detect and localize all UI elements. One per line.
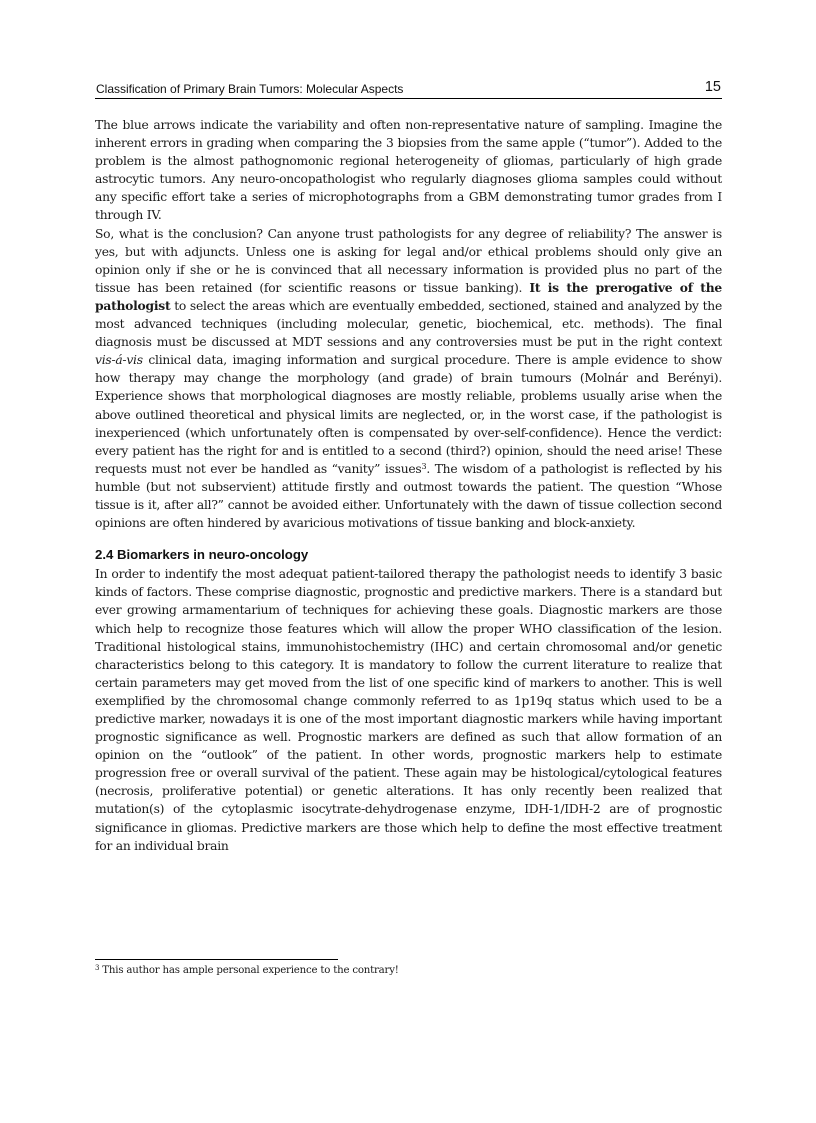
section-heading: 2.4 Biomarkers in neuro-oncology	[95, 547, 309, 563]
footnote-text: This author has ample personal experience to the contrary!	[99, 965, 399, 976]
footnote-reference[interactable]: 3	[421, 461, 427, 471]
paragraph-text: . The wisdom of a pathologist is reflected by his humble (but not subservient) attitude firstly and outmost towards the patient. The question “Whose tissue is it, after all?” cannot be avoided either. Unfortunately with the dawn of tissue collection second opinions are often hindered by avaricious motivations of tissue banking and block-anxiety.	[95, 461, 722, 531]
body-text	[95, 116, 722, 855]
italic-emphasis: vis-á-vis	[95, 353, 143, 368]
paragraph-text: to select the areas which are eventually embedded, sectioned, stained and analyzed by the most advanced techniques (including molecular, genetic, biochemical, etc. methods). The final diagnosis must be discussed at MDT sessions and any controversies must be put in the right context	[95, 298, 722, 350]
footnote	[95, 965, 722, 976]
paragraph-sampling: The blue arrows indicate the variability and often non-representative nature of sampling. Imagine the inherent errors in grading when comparing the 3 biopsies from the same apple (“tumor”). Added to the problem is the almost pathognomonic regional heterogeneity of gliomas, particularly of high grade astrocytic tumors. Any neuro-oncopathologist who regularly diagnoses glioma samples could without any specific effort take a series of microphotographs from a GBM demonstrating tumor grades from I through IV.	[95, 118, 722, 223]
footnote-divider	[95, 959, 338, 960]
page-number: 15	[704, 79, 721, 95]
paragraph-text: clinical data, imaging information and surgical procedure. There is ample evidence to show how therapy may change the morphology (and grade) of brain tumours (Molnár and Berényi). Experience shows that morphological diagnoses are mostly reliable, problems usually arise when the above outlined theoretical and physical limits are neglected, or, in the worst case, if the pathologist is inexperienced (which unfortunately often is compensated by over-self-confidence). Hence the verdict: every patient has the right for and is entitled to a second (third?) opinion, should the need arise! These requests must not ever be handled as “vanity” issues	[95, 353, 722, 476]
paragraph-biomarkers: In order to indentify the most adequat patient-tailored therapy the pathologist needs to identify 3 basic kinds of factors. These comprise diagnostic, prognostic and predictive markers. There is a standard but ever growing armamentarium of techniques for achieving these goals. Diagnostic markers are those which help to recognize those features which will allow the proper WHO classification of the lesion. Traditional histological stains, immunohistochemistry (IHC) and certain chromosomal and/or genetic characteristics belong to this category. It is mandatory to follow the current literature to realize that certain parameters may get moved from the list of one specific kind of markers to another. This is well exemplified by the chromosomal change commonly referred to as 1p19q status which used to be a predictive marker, nowadays it is one of the most important diagnostic markers while having important prognostic significance as well. Prognostic markers are defined as such that allow formation of an opinion on the “outlook” of the patient. In other words, prognostic markers help to estimate progression free or overall survival of the patient. These again may be histological/cytological features (necrosis, proliferative potential) or genetic alterations. It has only recently been realized that mutation(s) of the cytoplasmic isocytrate-dehydrogenase enzyme, IDH-1/IDH-2 are of prognostic significance in gliomas. Predictive markers are those which help to define the most effective treatment for an individual brain	[95, 567, 722, 853]
footnote-marker: 3	[95, 964, 100, 972]
running-title: Classification of Primary Brain Tumors: Molecular Aspects	[96, 82, 404, 96]
running-header	[95, 80, 722, 99]
bold-emphasis: It is the prerogative of the pathologist	[95, 279, 723, 313]
paragraph-conclusion	[95, 225, 722, 533]
paragraph-text: So, what is the conclusion? Can anyone trust pathologists for any degree of reliability? The answer is yes, but with adjuncts. Unless one is asking for legal and/or ethical problems should only give an opinion only if she or he is convinced that all necessary information is provided plus no part of the tissue has been retained (for scientific reasons or tissue banking).	[95, 226, 722, 295]
